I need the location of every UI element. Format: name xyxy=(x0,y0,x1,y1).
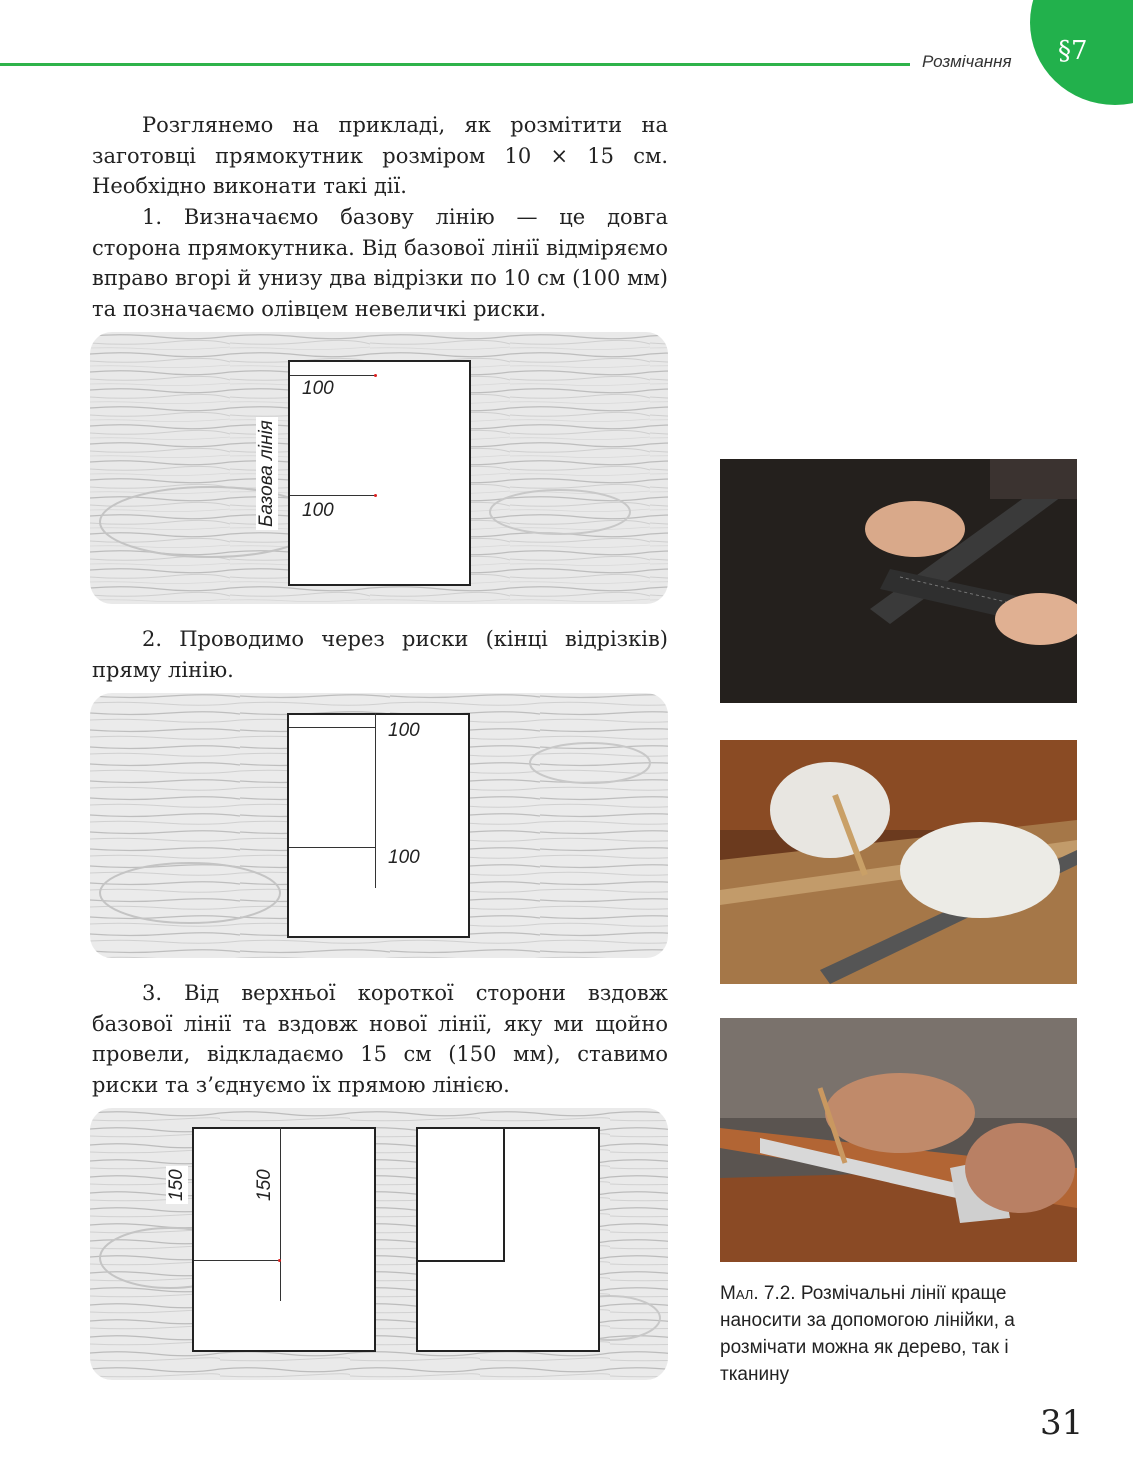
figure-3-panel xyxy=(90,1108,668,1380)
parallel-line xyxy=(375,713,376,888)
photo-wood-pencil xyxy=(720,1018,1077,1262)
figure-2-panel xyxy=(90,693,668,958)
intro-paragraph: Розглянемо на прикладі, як розмітити на заготовці прямокутник розміром 10 × 15 см. Необхідно виконати такі дії. xyxy=(92,113,668,198)
mark-line-bottom xyxy=(289,847,375,848)
caption-label: Мал. 7.2. xyxy=(720,1283,796,1304)
parallel-line xyxy=(280,1127,281,1301)
red-tick xyxy=(278,1259,281,1262)
left-mark-label: 150 xyxy=(166,1166,188,1204)
figure-1-panel xyxy=(90,332,668,604)
marked-rectangle xyxy=(416,1127,505,1262)
mark-line-top xyxy=(290,375,376,376)
mark-line-bottom xyxy=(290,495,376,496)
header-rule xyxy=(0,63,910,66)
inner-mark-label: 150 xyxy=(254,1169,275,1201)
bottom-mark-label: 100 xyxy=(388,847,420,868)
top-mark-label: 100 xyxy=(302,378,334,399)
connecting-line xyxy=(194,1260,280,1261)
step3-paragraph: 3. Від верхньої короткої сторони вздовж базової лінії та вздовж нової лінії, яку ми щойно провели, відкладаємо 15 см (150 мм), ставимо риски та з’єднуємо їх прямою лінією. xyxy=(92,981,668,1097)
bottom-mark-label: 100 xyxy=(302,500,334,521)
workpiece-rect-marked xyxy=(192,1127,376,1352)
mark-line-top xyxy=(289,727,375,728)
caption-text: Розмічальні лінії краще наносити за допомогою лінійки, а розмічати можна як дерево, так і тканину xyxy=(720,1283,1015,1385)
photo-fabric-marking xyxy=(720,459,1077,703)
photo-wood-gloves xyxy=(720,740,1077,984)
top-mark-label: 100 xyxy=(388,720,420,741)
section-title: Розмічання xyxy=(922,52,1012,71)
workpiece-rect xyxy=(287,713,470,938)
figure-caption xyxy=(720,1280,1060,1388)
base-line-label: Базова лінія xyxy=(256,417,278,530)
red-tick-bottom xyxy=(374,494,377,497)
section-number: §7 xyxy=(1058,36,1088,66)
red-tick-top xyxy=(374,374,377,377)
page-number: 31 xyxy=(1040,1403,1084,1443)
step1-paragraph: 1. Визначаємо базову лінію — це довга сторона прямокутника. Від базової лінії відміряємо вправо вгорі й унизу два відрізки по 10 см (100 мм) та позначаємо олівцем невеличкі риски. xyxy=(92,205,668,321)
step2-paragraph: 2. Проводимо через риски (кінці відрізків) пряму лінію. xyxy=(92,627,668,682)
